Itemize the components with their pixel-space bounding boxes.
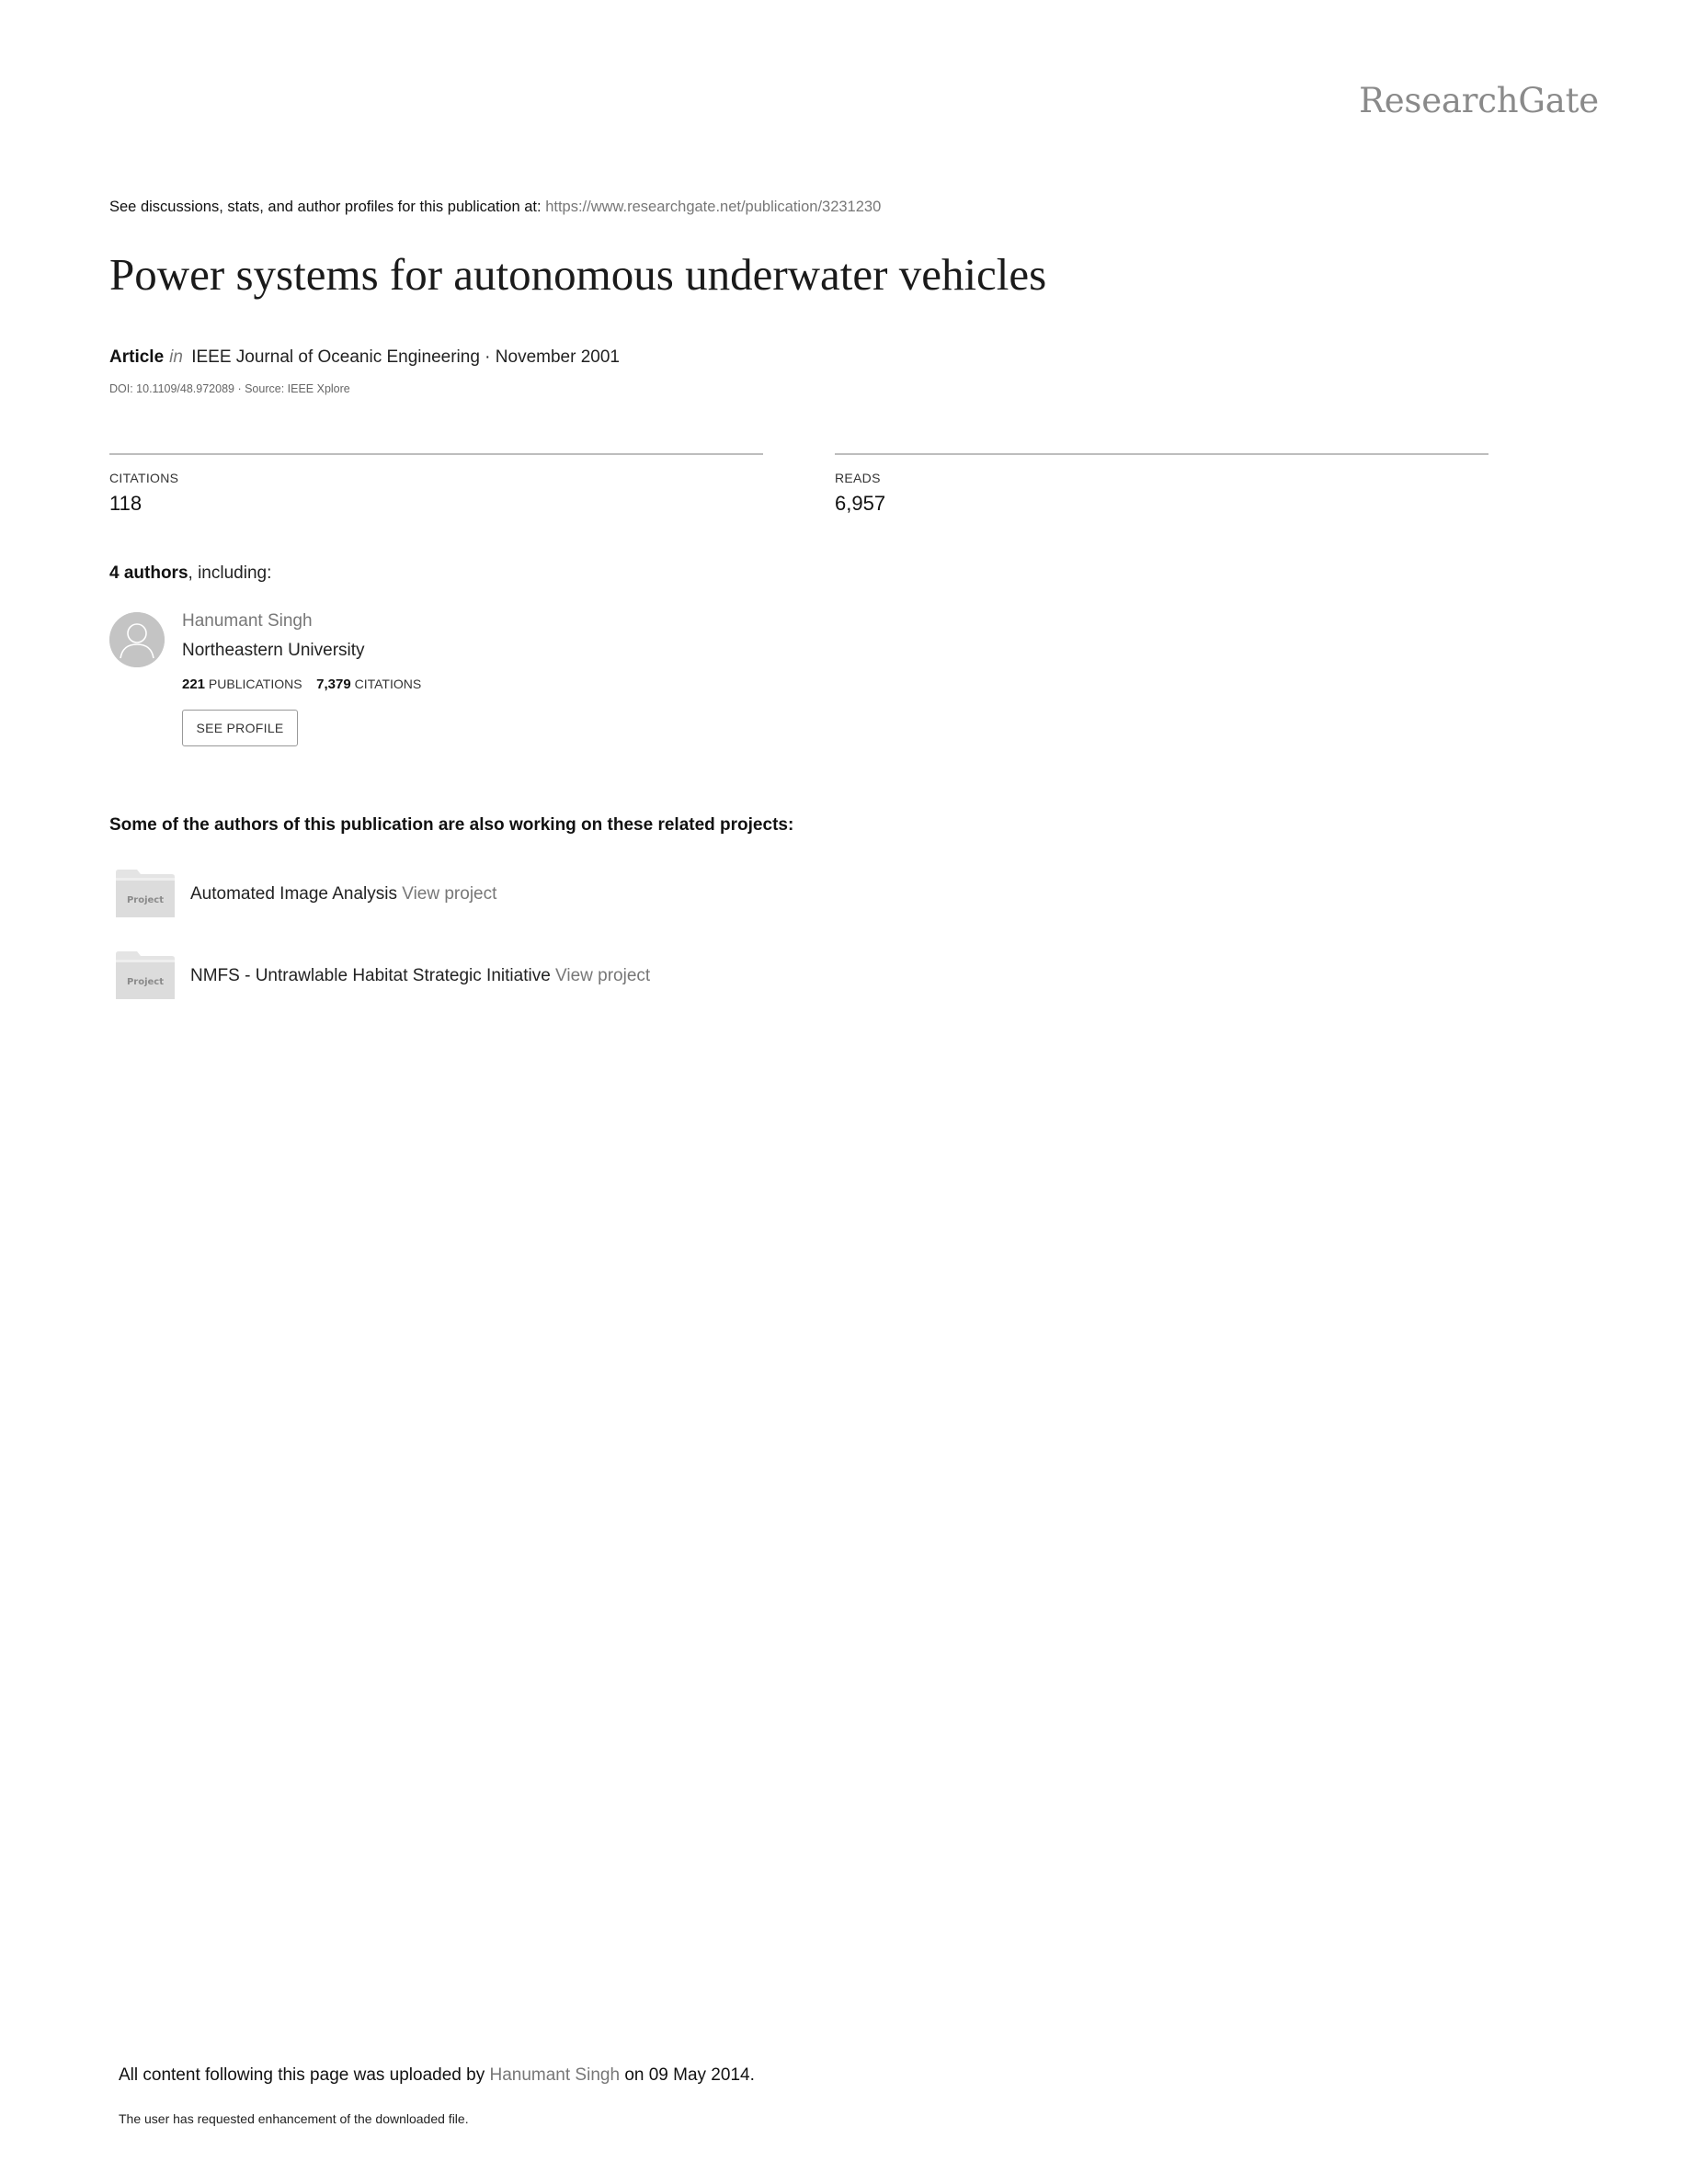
publication-url-link[interactable]: https://www.researchgate.net/publication/3231230	[545, 199, 882, 215]
author-name-link[interactable]: Hanumant Singh	[182, 611, 313, 631]
publication-link-line	[109, 199, 881, 216]
upload-prefix: All content following this page was uploaded by	[119, 2065, 485, 2085]
reads-divider	[835, 453, 1488, 455]
doi-source: DOI: 10.1109/48.972089 · Source: IEEE Xplore	[109, 382, 350, 395]
uploader-link[interactable]: Hanumant Singh	[489, 2065, 621, 2085]
author-citations-count: 7,379	[316, 677, 351, 692]
author-institution: Northeastern University	[182, 641, 365, 660]
see-discussions-text: See discussions, stats, and author profiles for this publication at:	[109, 199, 542, 215]
author-publications-count: 221	[182, 677, 206, 692]
citations-divider	[109, 453, 763, 455]
reads-label: READS	[835, 471, 881, 485]
project-name: Automated Image Analysis	[190, 884, 397, 904]
citations-label: CITATIONS	[109, 471, 179, 485]
upload-suffix: on 09 May 2014.	[624, 2065, 755, 2085]
authors-including: , including:	[188, 563, 272, 583]
upload-notice	[119, 2065, 755, 2086]
citations-value: 118	[109, 492, 143, 515]
reads-value: 6,957	[835, 492, 886, 515]
project-folder-icon	[115, 950, 176, 1000]
project-item	[190, 966, 650, 986]
publication-title: Power systems for autonomous underwater vehicles	[109, 249, 1047, 300]
project-icon-label: Project	[126, 977, 165, 987]
author-publications-label: PUBLICATIONS	[208, 677, 302, 691]
author-stats	[182, 677, 421, 692]
project-item	[190, 884, 496, 904]
authors-count: 4 authors	[109, 563, 188, 583]
project-folder-icon	[115, 869, 176, 918]
author-avatar-icon[interactable]	[109, 612, 165, 667]
researchgate-logo: ResearchGate	[1359, 81, 1599, 120]
author-citations-label: CITATIONS	[354, 677, 422, 691]
publication-venue-date: IEEE Journal of Oceanic Engineering · November 2001	[191, 347, 620, 367]
publication-meta	[109, 347, 620, 368]
project-icon-label: Project	[126, 895, 165, 905]
in-word: in	[169, 347, 183, 367]
project-name: NMFS - Untrawlable Habitat Strategic Initiative	[190, 966, 551, 985]
view-project-link[interactable]: View project	[555, 966, 651, 985]
enhancement-note: The user has requested enhancement of the downloaded file.	[119, 2111, 469, 2126]
authors-heading	[109, 563, 271, 584]
publication-type: Article	[109, 347, 165, 367]
see-profile-button[interactable]: SEE PROFILE	[182, 710, 298, 746]
related-projects-heading: Some of the authors of this publication are also working on these related projects:	[109, 815, 794, 835]
view-project-link[interactable]: View project	[402, 884, 497, 904]
